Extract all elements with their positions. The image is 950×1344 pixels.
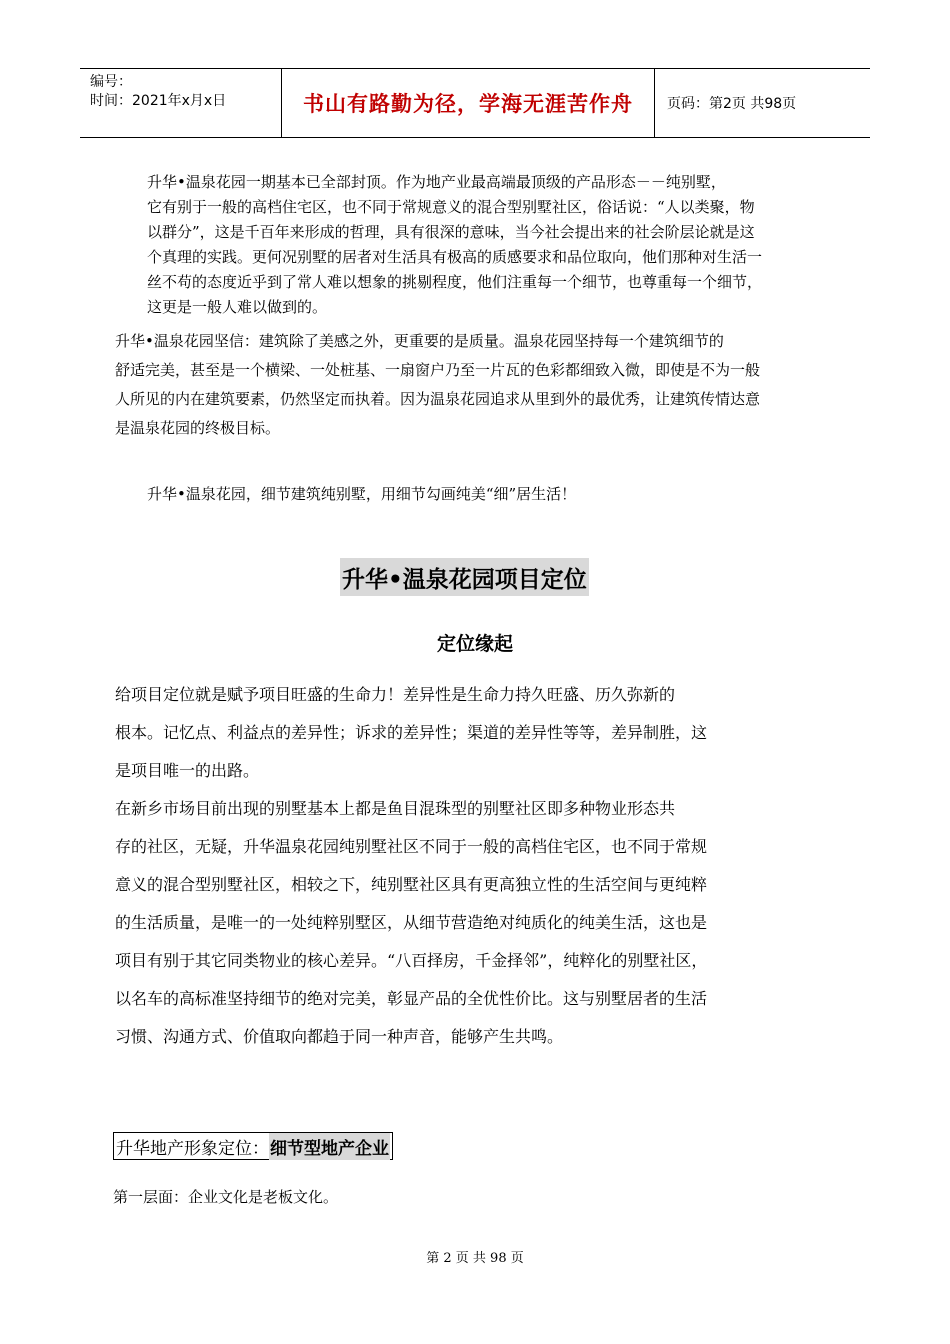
text-line: 它有别于一般的高档住宅区，也不同于常规意义的混合型别墅社区，俗话说：“人以类聚，物 bbox=[147, 198, 755, 216]
text-line: 个真理的实践。更何况别墅的居者对生活具有极高的质感要求和品位取向，他们那种对生活一 bbox=[147, 248, 763, 266]
positioning-origin-paragraph-1 bbox=[115, 676, 850, 790]
header-motto: 书山有路勤为径，学海无涯苦作舟 bbox=[282, 69, 655, 137]
positioning-origin-paragraph-2 bbox=[115, 790, 850, 1056]
header-page-info: 页码：第2页 共98页 bbox=[667, 96, 797, 112]
image-positioning-heading bbox=[113, 1132, 393, 1160]
document-header bbox=[80, 68, 870, 138]
text-line: 人所见的内在建筑要素，仍然坚定而执着。因为温泉花园追求从里到外的最优秀，让建筑传情达意 bbox=[115, 390, 761, 408]
number-label: 编号： bbox=[90, 74, 132, 90]
section-title: 升华•温泉花园项目定位 bbox=[340, 558, 589, 596]
section-subtitle: 定位缘起 bbox=[436, 633, 513, 655]
text-line: 在新乡市场目前出现的别墅基本上都是鱼目混珠型的别墅社区即多种物业形态共 bbox=[115, 799, 676, 818]
text-line: 丝不苟的态度近乎到了常人难以想象的挑剔程度，他们注重每一个细节，也尊重每一个细节， bbox=[147, 273, 763, 291]
text-line: 升华•温泉花园坚信：建筑除了美感之外，更重要的是质量。温泉花园坚持每一个建筑细节的 bbox=[115, 332, 724, 350]
text-line: 以名车的高标准坚持细节的绝对完美，彰显产品的全优性价比。这与别墅居者的生活 bbox=[115, 989, 708, 1008]
positioning-value: 细节型地产企业 bbox=[269, 1133, 390, 1160]
text-line: 升华•温泉花园一期基本已全部封顶。作为地产业最高端最顶级的产品形态－－纯别墅， bbox=[147, 173, 726, 191]
page-footer: 第 2 页 共 98 页 bbox=[426, 1251, 524, 1266]
text-line: 舒适完美，甚至是一个横梁、一处桩基、一扇窗户乃至一片瓦的色彩都细致入微，即使是不为一般 bbox=[115, 361, 761, 379]
header-meta bbox=[80, 69, 282, 137]
intro-paragraph-3: 升华•温泉花园，细节建筑纯别墅，用细节勾画纯美“细”居生活！ bbox=[147, 485, 577, 503]
time-label: 时间：2021年x月x日 bbox=[90, 93, 227, 109]
text-line: 这更是一般人难以做到的。 bbox=[147, 298, 328, 316]
first-layer-text: 第一层面：企业文化是老板文化。 bbox=[113, 1188, 339, 1206]
text-line: 习惯、沟通方式、价值取向都趋于同一种声音，能够产生共鸣。 bbox=[115, 1027, 564, 1046]
text-line: 给项目定位就是赋予项目旺盛的生命力！差异性是生命力持久旺盛、历久弥新的 bbox=[115, 685, 676, 704]
text-line: 是温泉花园的终极目标。 bbox=[115, 419, 281, 437]
text-line: 的生活质量，是唯一的一处纯粹别墅区，从细节营造绝对纯质化的纯美生活，这也是 bbox=[115, 913, 708, 932]
text-line: 意义的混合型别墅社区，相较之下，纯别墅社区具有更高独立性的生活空间与更纯粹 bbox=[115, 875, 708, 894]
text-line: 以群分”，这是千百年来形成的哲理，具有很深的意味，当今社会提出来的社会阶层论就是这 bbox=[147, 223, 755, 241]
text-line: 存的社区，无疑，升华温泉花园纯别墅社区不同于一般的高档住宅区，也不同于常规 bbox=[115, 837, 708, 856]
intro-paragraph-1 bbox=[147, 170, 842, 320]
text-line: 项目有别于其它同类物业的核心差异。“八百择房，千金择邻”，纯粹化的别墅社区， bbox=[115, 951, 708, 970]
intro-paragraph-2 bbox=[115, 327, 840, 443]
text-line: 根本。记忆点、利益点的差异性；诉求的差异性；渠道的差异性等等，差异制胜，这 bbox=[115, 723, 708, 742]
positioning-label: 升华地产形象定位： bbox=[116, 1138, 269, 1159]
text-line: 是项目唯一的出路。 bbox=[115, 761, 260, 780]
